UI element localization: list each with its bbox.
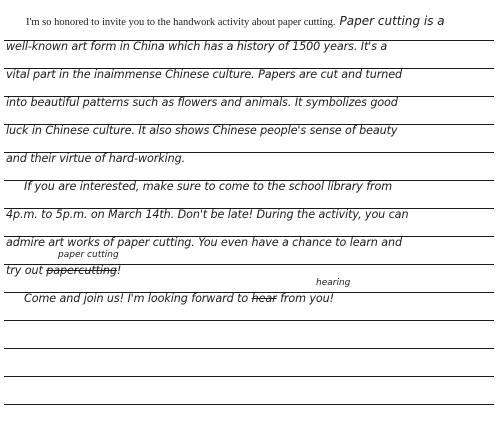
- ruled-line: [4, 320, 494, 321]
- ruled-line: [4, 376, 494, 377]
- essay-line-3: vital part in the inaimmense Chinese culture. Papers are cut and turned: [6, 68, 402, 81]
- essay-line-2: well-known art form in China which has a history of 1500 years. It's a: [6, 40, 388, 53]
- essay-line-8: 4p.m. to 5p.m. on March 14th. Don't be late! During the activity, you can: [6, 208, 409, 221]
- struck-text: hear: [251, 292, 277, 305]
- handwritten-text: !: [116, 264, 122, 277]
- essay-line-7: If you are interested, make sure to come to the school library from: [24, 180, 393, 193]
- struck-text: papercutting: [46, 264, 117, 277]
- printed-intro: I'm so honored to invite you to the handwork activity about paper cutting.: [26, 17, 336, 28]
- essay-line-1: [26, 12, 445, 30]
- essay-line-9: admire art works of paper cutting. You even have a chance to learn and: [6, 236, 402, 249]
- inserted-correction: hearing: [316, 278, 351, 288]
- essay-line-4: into beautiful patterns such as flowers and animals. It symbolizes good: [6, 96, 398, 109]
- essay-line-11: [24, 292, 334, 305]
- handwritten-text: try out: [6, 264, 43, 277]
- essay-line-5: luck in Chinese culture. It also shows Chinese people's sense of beauty: [6, 124, 398, 137]
- essay-line-6: and their virtue of hard-working.: [6, 152, 186, 165]
- essay-line-10: [6, 264, 121, 277]
- handwritten-text: Come and join us! I'm looking forward to: [24, 292, 249, 305]
- inserted-correction: paper cutting: [58, 250, 119, 260]
- ruled-line: [4, 348, 494, 349]
- handwritten-text: from you!: [280, 292, 335, 305]
- handwritten-text: Paper cutting is a: [339, 14, 445, 28]
- ruled-line: [4, 404, 494, 405]
